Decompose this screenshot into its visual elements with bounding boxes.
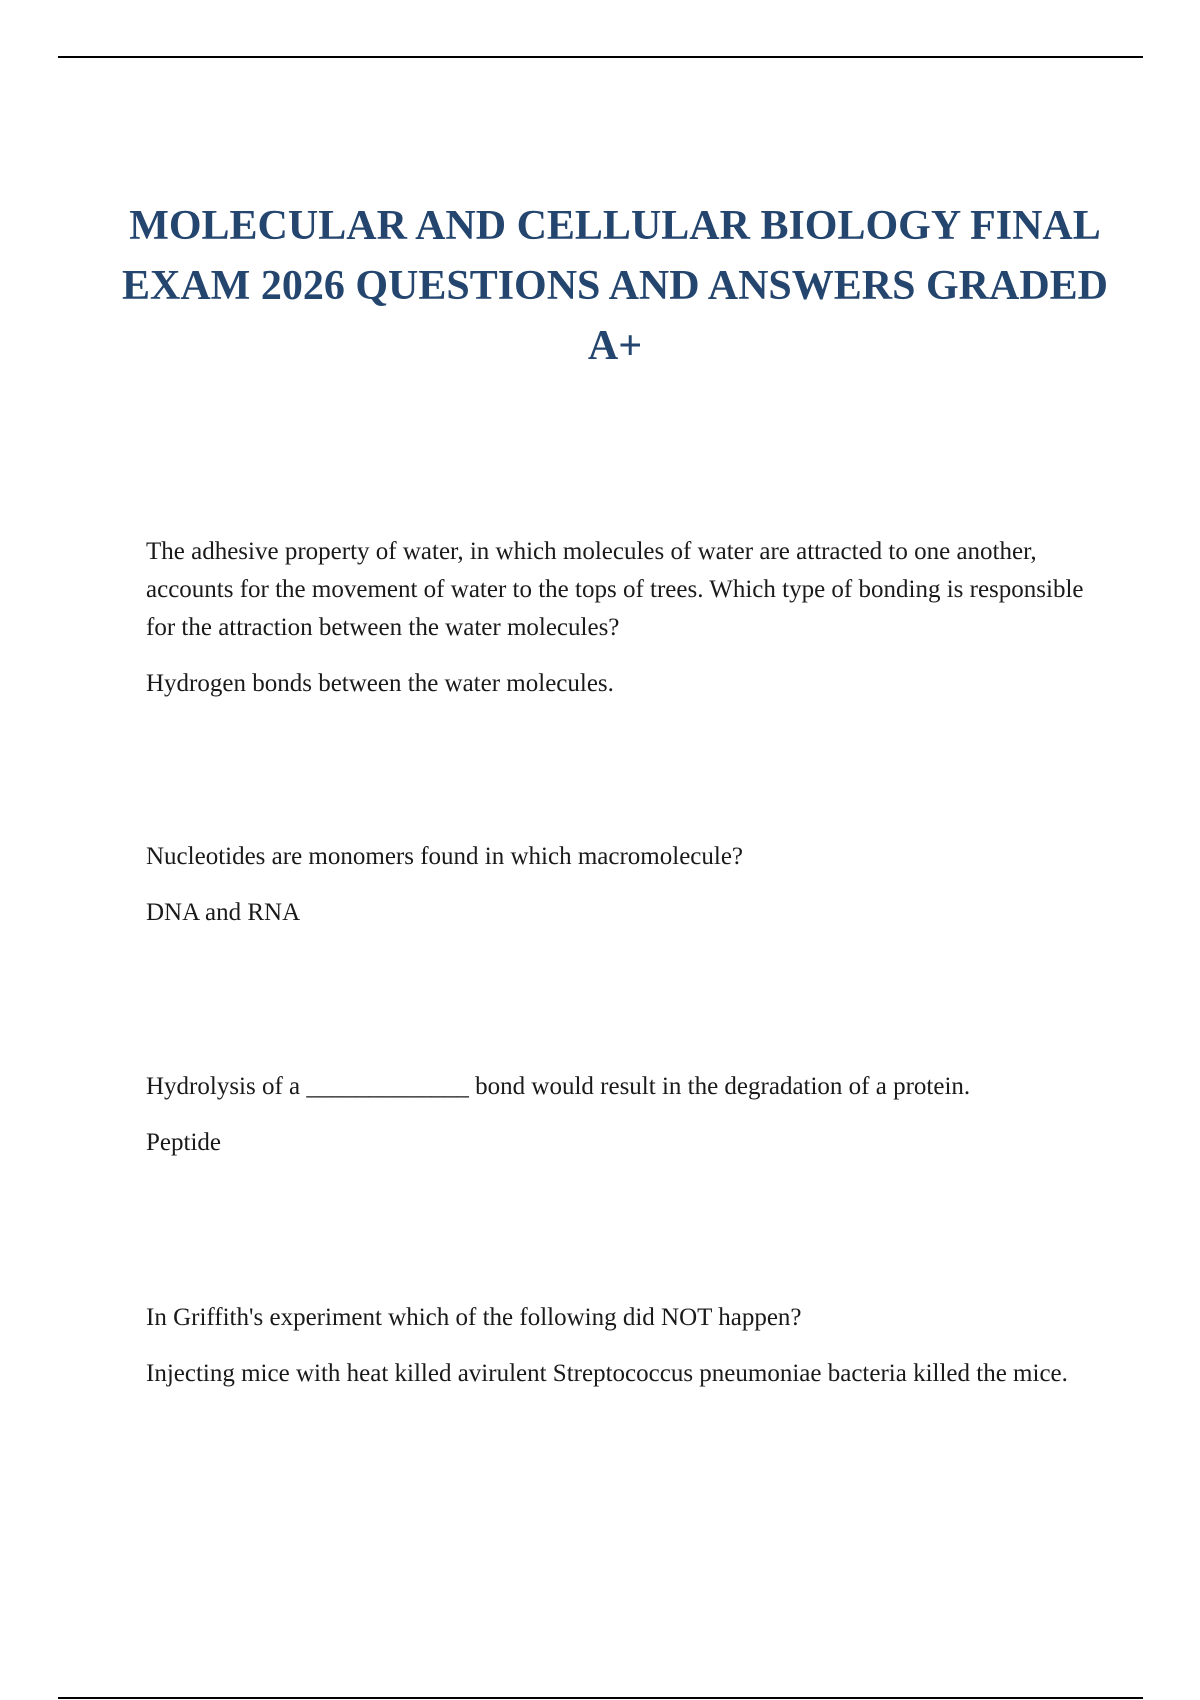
qa-block	[146, 1299, 1086, 1393]
qa-block	[146, 1068, 1086, 1162]
document-title: MOLECULAR AND CELLULAR BIOLOGY FINAL EXAM 2026 QUESTIONS AND ANSWERS GRADED A+	[122, 203, 1108, 369]
bottom-rule	[58, 1697, 1143, 1699]
answer-text: DNA and RNA	[146, 899, 301, 926]
question-text: Hydrolysis of a _____________ bond would result in the degradation of a protein.	[146, 1073, 971, 1100]
qa-block	[146, 838, 1086, 932]
answer-text: Hydrogen bonds between the water molecules.	[146, 670, 614, 697]
qa-block	[146, 533, 1086, 703]
question-text: In Griffith's experiment which of the following did NOT happen?	[146, 1304, 802, 1331]
question-text: The adhesive property of water, in which molecules of water are attracted to one another, accounts for the movement of water to the tops of trees. Which type of bonding is responsible for the attraction between the water molecules?	[146, 538, 1084, 641]
answer-text: Peptide	[146, 1129, 221, 1156]
answer-text: Injecting mice with heat killed avirulent Streptococcus pneumoniae bacteria killed the mice.	[146, 1360, 1068, 1387]
top-rule	[58, 56, 1143, 58]
question-text: Nucleotides are monomers found in which macromolecule?	[146, 843, 744, 870]
